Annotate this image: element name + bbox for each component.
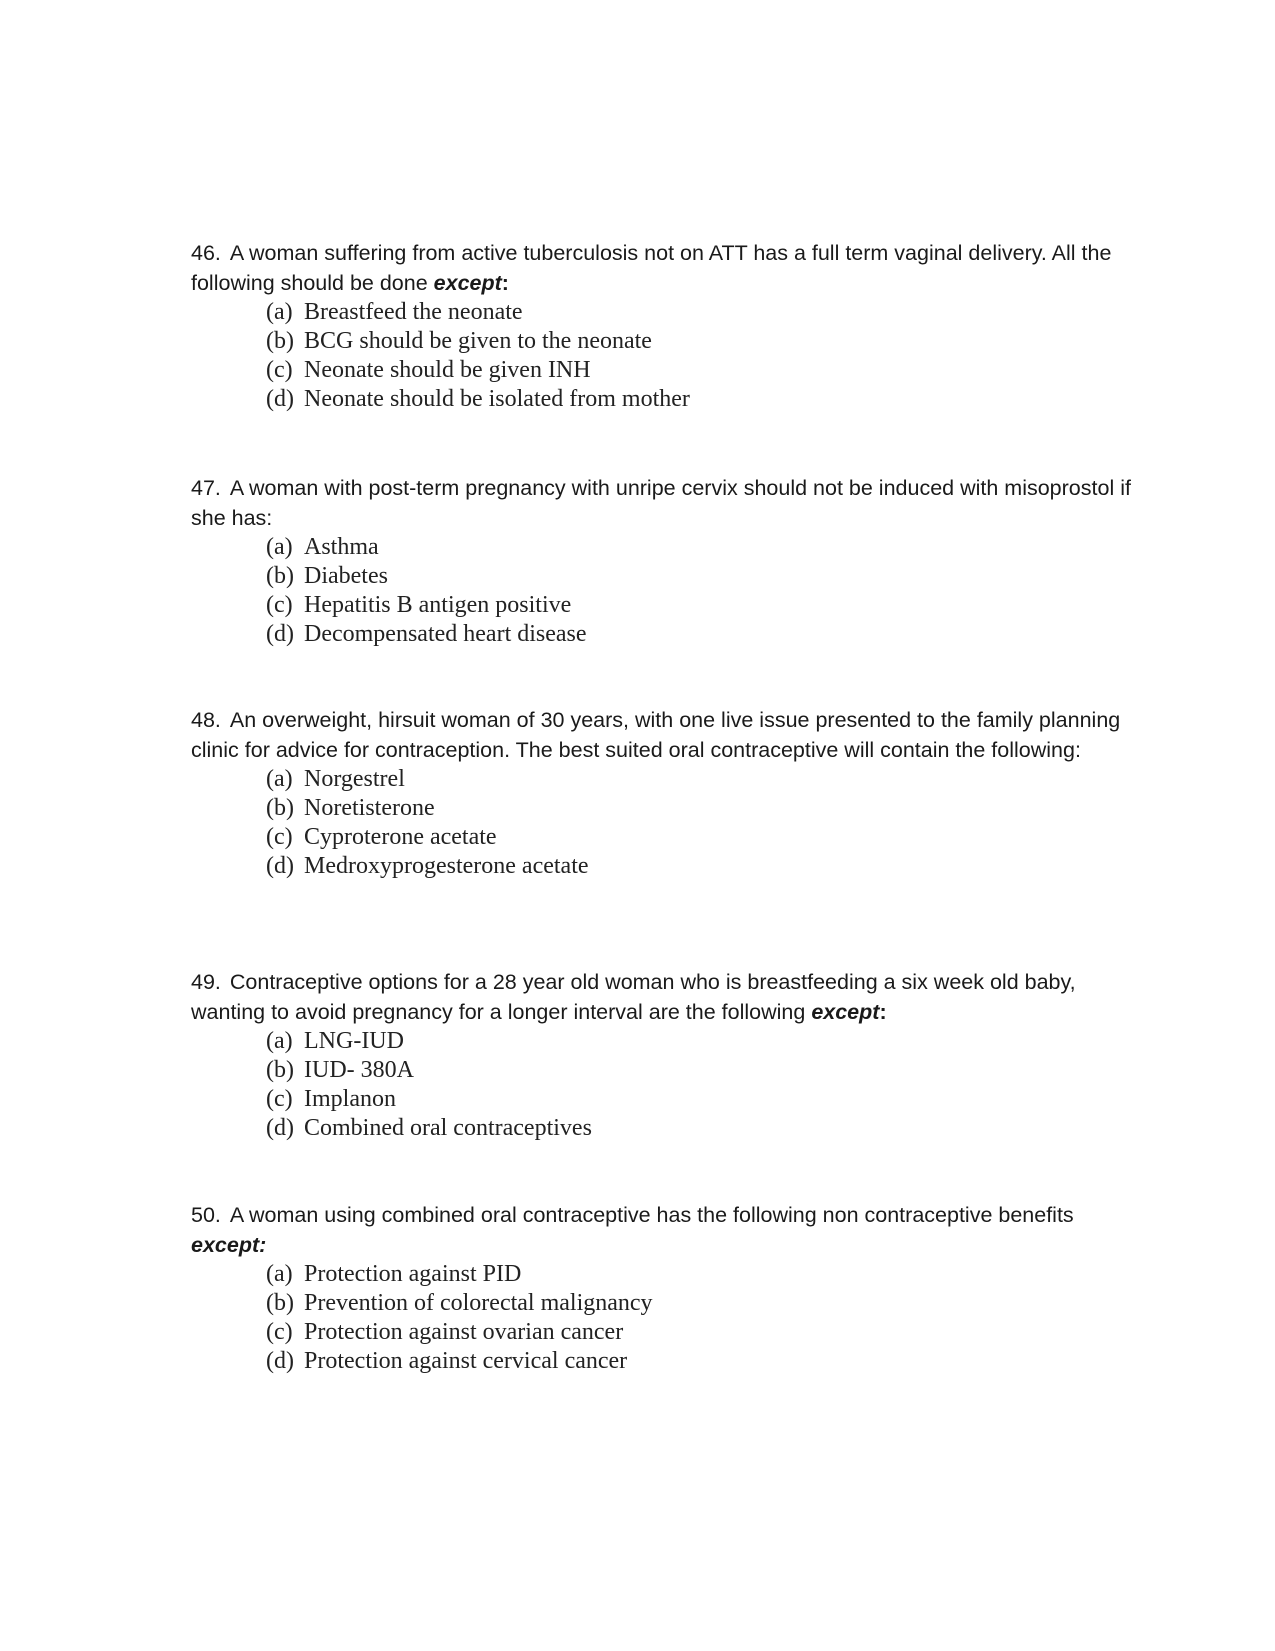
option-a xyxy=(266,1260,1151,1289)
option-text: Noretisterone xyxy=(304,795,435,821)
question-number: 49. xyxy=(191,970,221,994)
question-48 xyxy=(191,705,1151,881)
question-number: 50. xyxy=(191,1203,221,1227)
option-label: (d) xyxy=(266,853,294,879)
option-label: (c) xyxy=(266,592,293,618)
option-b xyxy=(266,562,1151,591)
question-stem xyxy=(191,473,1151,533)
option-label: (c) xyxy=(266,1319,293,1345)
options-list xyxy=(191,1027,1151,1143)
question-text: A woman using combined oral contraceptive has the following non contraceptive benefits xyxy=(229,1203,1074,1227)
option-a xyxy=(266,765,1151,794)
option-label: (a) xyxy=(266,1261,293,1287)
option-text: Neonate should be given INH xyxy=(304,357,591,383)
option-b xyxy=(266,327,1151,356)
option-label: (b) xyxy=(266,563,294,589)
option-a xyxy=(266,298,1151,327)
option-text: Medroxyprogesterone acetate xyxy=(304,853,589,879)
question-stem xyxy=(191,238,1151,298)
option-label: (b) xyxy=(266,795,294,821)
question-stem xyxy=(191,705,1151,765)
stem-suffix: : xyxy=(879,1000,887,1024)
option-d xyxy=(266,852,1151,881)
except-keyword: except xyxy=(811,1000,880,1024)
option-text: Cyproterone acetate xyxy=(304,824,497,850)
option-text: Hepatitis B antigen positive xyxy=(304,592,572,618)
option-c xyxy=(266,1318,1151,1347)
question-stem xyxy=(191,1200,1151,1260)
question-50 xyxy=(191,1200,1151,1376)
option-text: Protection against PID xyxy=(304,1261,522,1287)
option-text: Protection against ovarian cancer xyxy=(304,1319,624,1345)
option-text: Prevention of colorectal malignancy xyxy=(304,1290,653,1316)
option-label: (d) xyxy=(266,1348,294,1374)
option-b xyxy=(266,794,1151,823)
option-label: (b) xyxy=(266,1057,294,1083)
option-label: (a) xyxy=(266,766,293,792)
option-text: Asthma xyxy=(304,534,379,560)
option-text: LNG-IUD xyxy=(304,1028,404,1054)
question-text: A woman suffering from active tuberculosis not on ATT has a full term vaginal delivery. All the following should be done xyxy=(191,241,1112,295)
option-text: Decompensated heart disease xyxy=(304,621,587,647)
option-label: (d) xyxy=(266,386,294,412)
except-keyword: except xyxy=(433,271,502,295)
except-keyword: except: xyxy=(191,1233,267,1257)
option-text: Diabetes xyxy=(304,563,388,589)
option-text: Combined oral contraceptives xyxy=(304,1115,592,1141)
question-stem xyxy=(191,967,1151,1027)
option-label: (d) xyxy=(266,621,294,647)
option-c xyxy=(266,356,1151,385)
question-47 xyxy=(191,473,1151,649)
question-text: Contraceptive options for a 28 year old woman who is breastfeeding a six week old baby, wanting to avoid pregnancy for a longer interval are the following xyxy=(191,970,1076,1024)
option-d xyxy=(266,620,1151,649)
option-text: Neonate should be isolated from mother xyxy=(304,386,690,412)
option-a xyxy=(266,1027,1151,1056)
option-label: (a) xyxy=(266,299,293,325)
options-list xyxy=(191,765,1151,881)
option-c xyxy=(266,1085,1151,1114)
option-text: Implanon xyxy=(304,1086,396,1112)
option-d xyxy=(266,1347,1151,1376)
option-label: (b) xyxy=(266,328,294,354)
option-label: (c) xyxy=(266,357,293,383)
option-label: (c) xyxy=(266,1086,293,1112)
question-number: 48. xyxy=(191,708,221,732)
options-list xyxy=(191,298,1151,414)
options-list xyxy=(191,533,1151,649)
question-number: 46. xyxy=(191,241,221,265)
question-number: 47. xyxy=(191,476,221,500)
option-text: Protection against cervical cancer xyxy=(304,1348,628,1374)
option-label: (b) xyxy=(266,1290,294,1316)
option-text: Norgestrel xyxy=(304,766,405,792)
option-label: (c) xyxy=(266,824,293,850)
option-label: (a) xyxy=(266,1028,293,1054)
option-c xyxy=(266,823,1151,852)
option-b xyxy=(266,1056,1151,1085)
option-text: BCG should be given to the neonate xyxy=(304,328,652,354)
question-49 xyxy=(191,967,1151,1143)
option-a xyxy=(266,533,1151,562)
question-text: A woman with post-term pregnancy with unripe cervix should not be induced with misoprostol if she has: xyxy=(191,476,1131,530)
option-label: (d) xyxy=(266,1115,294,1141)
question-46 xyxy=(191,238,1151,414)
option-d xyxy=(266,1114,1151,1143)
option-label: (a) xyxy=(266,534,293,560)
option-text: IUD- 380A xyxy=(304,1057,414,1083)
option-b xyxy=(266,1289,1151,1318)
option-c xyxy=(266,591,1151,620)
option-d xyxy=(266,385,1151,414)
options-list xyxy=(191,1260,1151,1376)
question-text: An overweight, hirsuit woman of 30 years, with one live issue presented to the family planning clinic for advice for contraception. The best suited oral contraceptive will contain the following: xyxy=(191,708,1121,762)
option-text: Breastfeed the neonate xyxy=(304,299,523,325)
stem-suffix: : xyxy=(501,271,509,295)
